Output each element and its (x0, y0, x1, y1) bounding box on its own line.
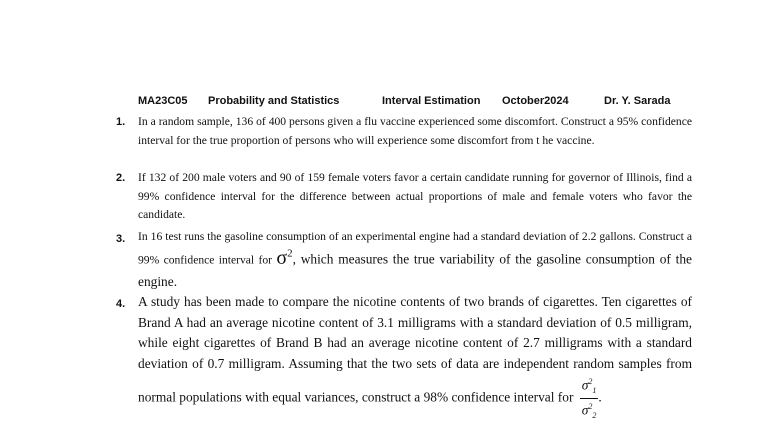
variance-ratio-fraction (580, 374, 602, 423)
question-text (138, 226, 692, 294)
course-code: MA23C05 (138, 95, 188, 107)
question-3 (116, 226, 692, 294)
fraction-denominator: $\sigma^2_2$ (581, 402, 597, 421)
question-number: 1. (116, 116, 126, 128)
question-text-part: . (598, 389, 602, 405)
sigma-squared-symbol: $\sigma^2$ (276, 246, 293, 269)
topic-title: Interval Estimation (382, 95, 481, 107)
question-text: In a random sample, 136 of 400 persons given a flu vaccine experienced some discomfort. Construct a 95% confidence interval for the true proportion of persons who will experience some discomfort from t he vaccine. (138, 115, 692, 147)
instructor-name: Dr. Y. Sarada (604, 95, 671, 107)
question-text (138, 292, 692, 423)
question-4 (116, 292, 692, 423)
question-number: 3. (116, 233, 126, 245)
question-text: If 132 of 200 male voters and 90 of 159 female voters favor a certain candidate running for governor of Illinois, find a 99% confidence interval for the difference between actual proportions of male and female voters who favor the candidate. (138, 171, 692, 221)
question-1 (116, 113, 692, 150)
question-number: 2. (116, 172, 126, 184)
question-2 (116, 169, 692, 225)
question-text-part: In 16 test runs the gasoline consumption of an experimental engine had a standard deviation of 2.2 gallons. Construct a 99% confidence interval for (138, 230, 692, 267)
course-subject: Probability and Statistics (208, 95, 340, 107)
document-date: October2024 (502, 95, 569, 107)
fraction-numerator: $\sigma^2_1$ (580, 374, 599, 399)
question-text-part: , which measures the true variability of the gasoline consumption of the engine. (138, 251, 693, 289)
question-number: 4. (116, 298, 126, 310)
question-text-part: A study has been made to compare the nicotine contents of two brands of cigarettes. Ten cigarettes of Brand A had an average nicotine content of 3.1 milligrams with a standard deviation of 0.5 milligram, while eight cigarettes of Brand B had an average nicotine content of 2.7 milligrams with a standard deviation of 0.7 milligram. Assuming that the two sets of data are independent random samples from normal populations with equal variances, construct a 98% confidence interval for (138, 294, 692, 405)
